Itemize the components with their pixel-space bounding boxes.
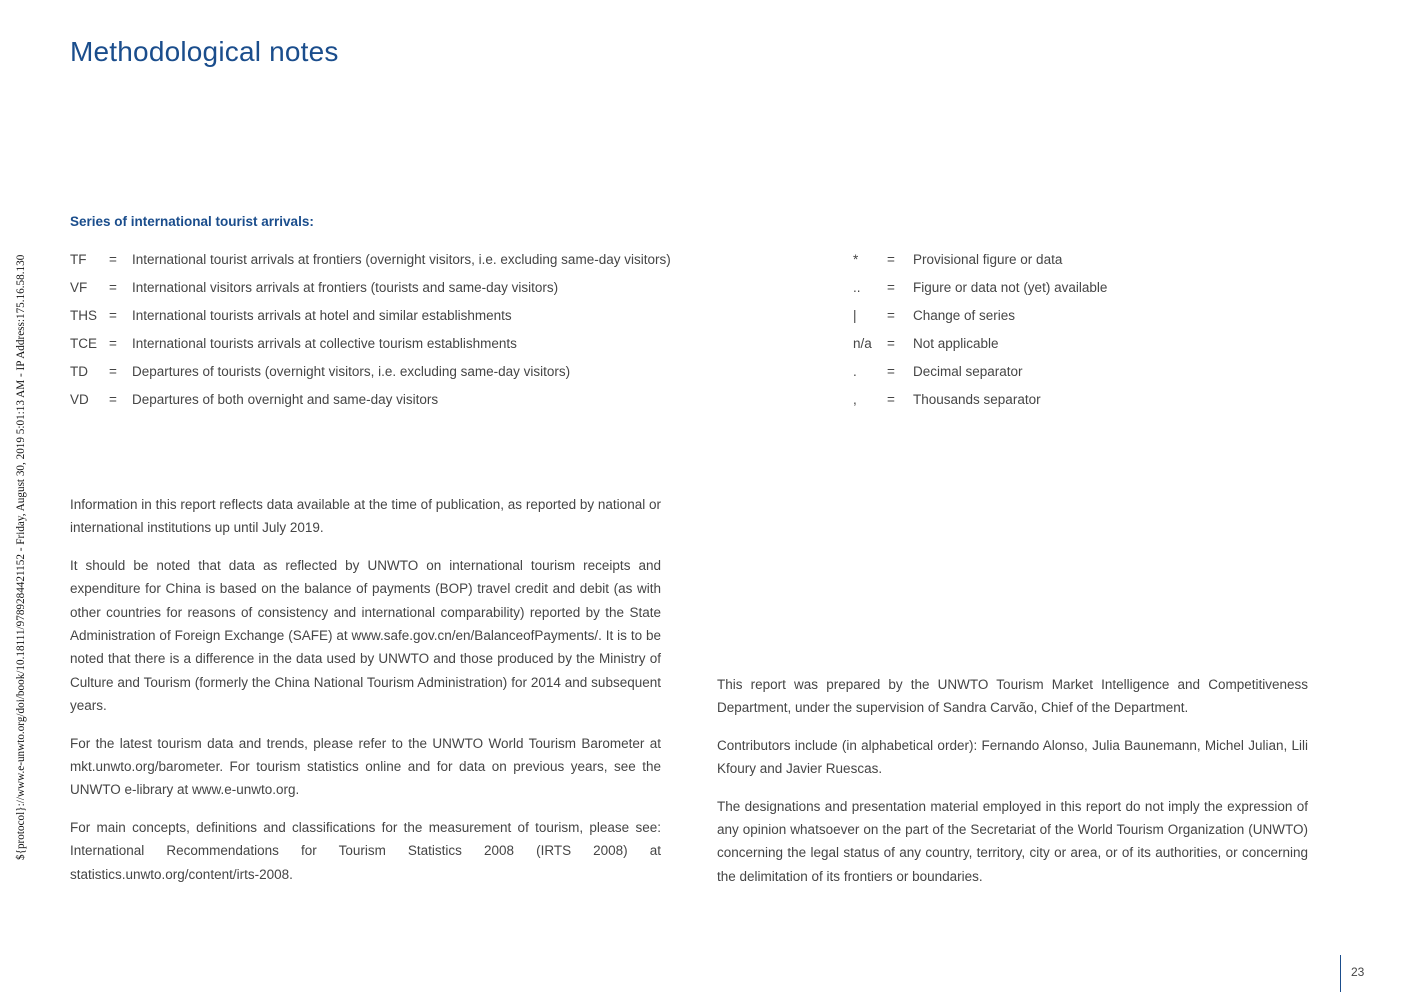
series-heading: Series of international tourist arrivals:	[70, 214, 314, 229]
symbol-code: ..	[853, 280, 861, 295]
paragraph: Contributors include (in alphabetical order): Fernando Alonso, Julia Baunemann, Michel Julian, Lili Kfoury and Javier Ruescas.	[717, 737, 1308, 777]
abbreviation-description: International tourists arrivals at collective tourism establishments	[132, 336, 517, 351]
page-number: 23	[1351, 965, 1365, 979]
abbreviation-code: TCE	[70, 336, 97, 351]
symbol-row	[853, 306, 1183, 334]
equals-sign: =	[109, 308, 117, 323]
symbol-code: ,	[853, 392, 857, 407]
symbol-row	[853, 334, 1183, 362]
abbreviation-description: Departures of both overnight and same-day visitors	[132, 392, 439, 407]
equals-sign: =	[887, 280, 895, 295]
right-column	[717, 673, 1308, 902]
abbreviation-code: VF	[70, 280, 88, 295]
symbol-description: Thousands separator	[913, 392, 1041, 407]
paragraph: The designations and presentation material employed in this report do not imply the expression of any opinion whatsoever on the part of the Secretariat of the World Tourism Organization (UNWTO) concerning the legal status of any country, territory, city or area, or of its authorities, or concerning the delimitation of its frontiers or boundaries.	[717, 798, 1308, 884]
access-stamp-text: ${protocol}://www.e-unwto.org/doi/book/10.18111/9789284421152 - Friday, August 30, 2019 5:01:13 AM - IP Address:175.16.58.130	[15, 254, 27, 860]
symbol-description: Provisional figure or data	[913, 252, 1063, 267]
symbol-row	[853, 390, 1183, 418]
symbol-description: Figure or data not (yet) available	[913, 280, 1108, 295]
equals-sign: =	[887, 392, 895, 407]
equals-sign: =	[109, 280, 117, 295]
symbol-description: Change of series	[913, 308, 1016, 323]
symbol-list	[853, 250, 1183, 418]
symbol-row	[853, 250, 1183, 278]
abbreviation-description: International tourist arrivals at frontiers (overnight visitors, i.e. excluding same-day visitors)	[132, 252, 671, 267]
equals-sign: =	[109, 336, 117, 351]
equals-sign: =	[109, 364, 117, 379]
abbreviation-row	[70, 306, 850, 334]
symbol-code: n/a	[853, 336, 872, 351]
symbol-code: .	[853, 364, 857, 379]
paragraph: For main concepts, definitions and classifications for the measurement of tourism, please see: International Recommendations for Tourism Statistics 2008 (IRTS 2008) at statistics.unwto.org/content/irts-2008.	[70, 819, 661, 882]
symbol-row	[853, 362, 1183, 390]
equals-sign: =	[109, 392, 117, 407]
abbreviation-description: International tourists arrivals at hotel and similar establishments	[132, 308, 512, 323]
paragraph: Information in this report reflects data available at the time of publication, as reported by national or international institutions up until July 2019.	[70, 497, 661, 536]
abbreviation-row	[70, 362, 850, 390]
equals-sign: =	[887, 364, 895, 379]
abbreviation-row	[70, 250, 850, 278]
paragraph: It should be noted that data as reflected by UNWTO on international tourism receipts and expenditure for China is based on the balance of payments (BOP) travel credit and debit (as with other countries for reasons of consistency and international comparability) reported by the State Administration of Foreign Exchange (SAFE) at www.safe.gov.cn/en/BalanceofPayments/. It is to be noted that there is a difference in the data used by UNWTO and those produced by the Ministry of Culture and Tourism (formerly the China National Tourism Administration) for 2014 and subsequent years.	[70, 557, 661, 714]
paragraph: This report was prepared by the UNWTO Tourism Market Intelligence and Competitiveness Department, under the supervision of Sandra Carvão, Chief of the Department.	[717, 677, 1308, 716]
symbol-code: *	[853, 252, 859, 267]
paragraph: For the latest tourism data and trends, please refer to the UNWTO World Tourism Barometer at mkt.unwto.org/barometer. For tourism statistics online and for data on previous years, see the UNWTO e-library at www.e-unwto.org.	[70, 735, 661, 798]
abbreviation-description: Departures of tourists (overnight visitors, i.e. excluding same-day visitors)	[132, 364, 571, 379]
equals-sign: =	[109, 252, 117, 267]
equals-sign: =	[887, 336, 895, 351]
symbol-code: |	[853, 308, 857, 323]
equals-sign: =	[887, 252, 895, 267]
access-stamp	[1, 130, 27, 860]
abbreviation-row	[70, 390, 850, 418]
abbreviation-list	[70, 250, 850, 418]
symbol-row	[853, 278, 1183, 306]
equals-sign: =	[887, 308, 895, 323]
abbreviation-description: International visitors arrivals at frontiers (tourists and same-day visitors)	[132, 280, 559, 295]
abbreviation-code: VD	[70, 392, 89, 407]
symbol-description: Decimal separator	[913, 364, 1023, 379]
left-column	[70, 493, 661, 900]
abbreviation-code: THS	[70, 308, 97, 323]
page-number-rule	[1340, 955, 1341, 992]
abbreviation-row	[70, 278, 850, 306]
abbreviation-code: TD	[70, 364, 88, 379]
abbreviation-row	[70, 334, 850, 362]
page-title: Methodological notes	[70, 36, 339, 67]
symbol-description: Not applicable	[913, 336, 999, 351]
abbreviation-code: TF	[70, 252, 87, 267]
